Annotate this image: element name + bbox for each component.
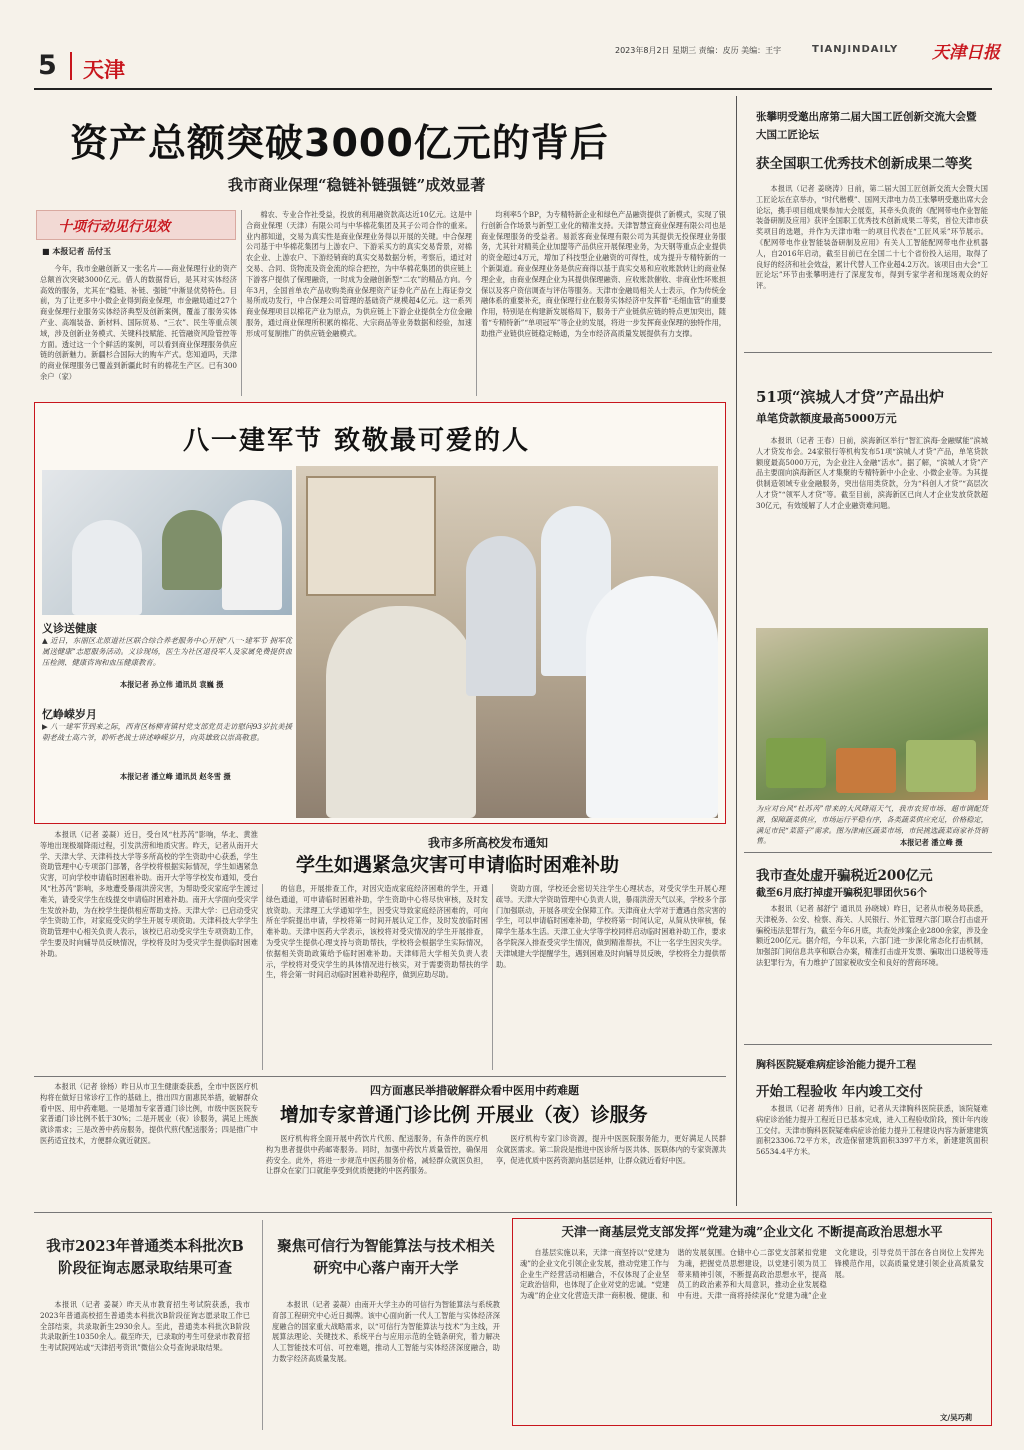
feature-caption-2: ▶ 八一建军节到来之际，西青区杨柳青镇村党支部党员走访慰问93岁抗美援朝老战士高六爷，聆听老战士讲述峥嵘岁月，向英雄致以崇高敬意。 (42, 722, 292, 742)
feature-byline-1: 本报记者 孙立伟 通讯员 袁巍 摄 (120, 680, 224, 689)
page-number: 5 (38, 50, 57, 81)
right-column-rule (736, 96, 737, 1206)
lead-banner-text: 十项行动见行见效 (58, 219, 170, 235)
loan-title: 学生如遇紧急灾害可申请临时困难补助 (296, 854, 620, 876)
produce-crate (906, 740, 976, 792)
section-rule (744, 852, 992, 853)
section-rule (34, 1076, 726, 1077)
tcm-col-3: 医疗机构专家门诊资源，提升中医医院服务能力，更好满足人民群众就医需求。第二阶段是推进中医诊所与医共体、医联体内的专家资源共享，促进优质中医药资源向基层延伸，让群众就近看好中医。 (496, 1134, 727, 1165)
person-figure (72, 520, 142, 615)
tax-text: 本报讯（记者 郝舒宁 通讯员 孙晓城）昨日，记者从市税务局获悉，天津税务、公安、检察、海关、人民银行、外汇管理六部门联合打击虚开骗税违法犯罪行为，截至今年6月底，共查处涉案企业2800余家，涉及金额近200亿元。据介绍，今年以来，六部门进一步深化常态化打击机制，加强部门间信息共享和联合办案，精准打击虚开发票、骗取出口退税等违法犯罪行为，有力维护了国家税收安全和良好的营商环境。 (756, 904, 988, 967)
hospital-title: 开始工程验收 年内竣工交付 (756, 1084, 923, 1100)
award-title: 获全国职工优秀技术创新成果二等奖 (756, 156, 972, 172)
feature-title: 八一建军节 致敬最可爱的人 (183, 426, 531, 456)
hospital-text: 本报讯（记者 胡秀伟）日前，记者从天津胸科医院获悉，该院疑难病症诊治能力提升工程近日已基本完成，进入工程验收阶段，预计年内竣工交付。天津市胸科医院疑难病症诊治能力提升工程建设内容为新建建筑面积23306.72平方米，改造保留建筑面积3397平方米，新建建筑面积56534.4平方米。 (756, 1104, 988, 1157)
produce-crate (836, 748, 896, 793)
tax-subtitle: 截至6月底打掉虚开骗税犯罪团伙56个 (756, 888, 927, 899)
talent-text: 本报讯（记者 王春）日前，滨海新区举行“智汇滨海·金融赋能”滨城人才贷发布会。24家银行等机构发布51项“滨城人才贷”产品，单笔贷款额度最高5000万元，为企业注入金融“活水”。据了解，“滨城人才贷”产品主要面向滨海新区人才集聚的专精特新中小企业、小微企业等。为其提供制造领域专业金融服务，突出信用类贷款，分为“科创人才贷”“高层次人才贷”“领军人才贷”等。截至目前，滨海新区已向人才企业发放贷款超30亿元，有效缓解了人才企业融资难问题。 (756, 436, 988, 510)
nankai-text: 本报讯（记者 姜凝）由南开大学主办的可信行为智能算法与系统教育部工程研究中心近日揭牌。该中心面向新一代人工智能与实体经济深度融合的国家重大战略需求，以“可信行为智能算法与技术”为主线，开展算法理论、关键技术、系统平台与应用示范的全链条研究，着力解决人工智能技术可信、可控难题，推动人工智能与实体经济深度融合，助力数字经济高质量发展。 (272, 1300, 500, 1363)
section-rule (744, 352, 992, 353)
lead-subtitle: 我市商业保理“稳链补链强链”成效显著 (228, 176, 486, 194)
loan-col-1: 本报讯（记者 姜凝）近日，受台风“杜苏芮”影响，华北、黄淮等地出现极端降雨过程，引发洪涝和地质灾害。昨天，记者从南开大学、天津大学、天津科技大学等多所高校的学生资助中心获悉，学生资助管理中心专项部门部署，各学校将根据实际情况，学生如遇紧急灾害，可向学校申请临时困难补助。南开大学等学校发布通知，受台风“杜苏芮”影响，多地遭受暴雨洪涝灾害，为帮助受灾家庭学生渡过难关，请受灾学生在线提交申请临时困难补助。南开大学面向受灾学生发放补助，为在校学生提供相应帮助支持。天津大学：已启动受灾学生资助工作，对家庭受灾的学生开展专项资助。天津科技大学学生资助管理中心相关负责人表示，该校已启动受灾学生专项资助工作，学生要及时向辅导员反映情况，学校将及时为受灾学生提供临时困难补助。 (40, 830, 258, 958)
wall-frame (306, 476, 436, 596)
date-line: 2023年8月2日 星期三 责编：皮历 美编：王宇 (615, 46, 782, 55)
lead-col-3: 均利率5个BP，为专精特新企业和绿色产品融资提供了新模式，实现了银行创新合作场景与新型工业化的精准支持。天津智慧宜商业保理有限公司也是商业保理服务的受益者。易派客商业保理有限公司为其提供无投保理业务服务，尤其针对精英企业加盟等产品供应开展保理业务，为天钢等重点企业提供的资金超过4万元，增加了科技型企业融资的可得性，成为提升专精特新的一个新渠道。商业保理业务是供应商得以基于真实交易和应收账款转让的商业保理企业，由商业保理企业为其提供保理融资、应收账款催收、非商业性坏账担保以及客户资信调查与评估等服务。天津市金融局相关人士表示，作为传统金融体系的重要补充，商业保理行业在服务实体经济中发挥着“毛细血管”的重要作用，特别是在构建新发展格局下，服务于产业链供应链的特点更加突出，随着“专精特新”“单项冠军”等企业的发展，将进一步发挥商业保理的独特作用，助推产业链供应链稳定畅通，为全市经济高质量发展提供有力支撑。 (481, 210, 726, 338)
exam-text: 本报讯（记者 姜凝）昨天从市教育招生考试院获悉，我市2023年普通高校招生普通类本科批次B阶段征询志愿录取工作已全部结束，共录取新生2930余人。至此，普通类本科批次B阶段共录取新生10350余人。截至昨天，已录取的考生可登录市教育招生考试院网站或“天津招考资讯”微信公众号查询录取结果。 (40, 1300, 250, 1353)
person-figure (162, 510, 222, 590)
nankai-title: 聚焦可信行为智能算法与技术相关研究中心落户南开大学 (277, 1238, 495, 1277)
masthead-divider (70, 52, 72, 80)
section-name: 天津 (83, 58, 125, 82)
section-rule (34, 1212, 992, 1213)
lead-col-2: 棉农、专业合作社受益，投放的利用融资款高达近10亿元。这是中合商业保理（天津）有限公司与中华棉花集团及其子公司合作的重来。业内都知道，交易为真实性是商业保理业务得以开展的关键。中合保理公司基于中华棉花集团与上游农户、下游采买方的真实交易背景，对棉农企业、上游农户、下游经销商的真实交易数据分析，考察后，通过对交易、合同、货物流及资金流的综合把控，为中华棉花集团的供应链上下游客户提供了保理融资，一时成为金融创新型“二农”的精品方向。今年3月，全国首单农产品收购类商业保理资产证券化产品在上海证券交易所成功发行，中合保理公司管理的基础资产规模超4亿元。这一系列商业保理项目以棉花产业为原点，为供应链上下游企业提供全方位金融服务，通过商业保理所积累的棉花、大宗商品等业务数据和经验，加速形成可复制推广的供应链金融模式。 (246, 210, 472, 338)
award-pretitle: 张攀明受邀出席第二届大国工匠创新交流大会暨大国工匠论坛 (756, 111, 977, 141)
loan-pretitle: 我市多所高校发布通知 (428, 836, 549, 850)
section-rule (744, 1044, 992, 1045)
award-text: 本报讯（记者 姜晓涛）日前，第二届大国工匠创新交流大会暨大国工匠论坛在京举办，“时代楷模”、国网天津电力员工张攀明受邀出席大会论坛，携手项目组成果参加大会展览，其牵头负责的《配网带电作业智能装备研制及应用》获评全国职工优秀技术创新成果二等奖，首位天津市获奖项目的选题，并作为天津市唯一的项目代表在“工匠风采”环节展示。《配网带电作业智能装备研制及应用》有关人工智能配网带电作业机器人，自2016年启动，截至目前已在全国二十七个省份投入运用，取得了良好的经济和社会效益，累计代替人工作业超4.2万次。该项目由大会“工匠论坛”环节由张攀明进行了深度发布，得到专家学者和现场观众的好评。 (756, 184, 988, 291)
col-rule (241, 210, 242, 396)
col-rule (492, 884, 493, 1070)
person-figure (586, 576, 718, 818)
feature-photo-clinic (42, 470, 292, 615)
loan-col-2: 的信息，开展排查工作，对因灾造成家庭经济困难的学生，开通绿色通道，可申请临时困难补助，学生资助中心将尽快审核，及时发放资助。天津理工大学通知学生，因受灾导致家庭经济困难的，可向所在学院提出申请，学校将第一时间开展认定工作，及时发放临时困难补助。天津中医药大学表示，该校将对受灾情况的学生开展排查，为受灾学生提供心理支持与资助帮扶，学校将会根据学生实际情况，依据相关资助政策给予临时困难补助。天津师范大学相关负责人表示，学校将对受灾学生的具体情况进行核实，对于需要资助帮扶的学生，将会第一时间启动临时困难补助程序，做到应助尽助。 (266, 884, 488, 980)
produce-crate (766, 738, 826, 788)
col-rule (476, 210, 477, 396)
exam-title: 我市2023年普通类本科批次B阶段征询志愿录取结果可查 (46, 1238, 244, 1277)
feature-caption-1: ▲ 近日，东丽区北原道社区联合综合养老服务中心开展“八一·建军节 拥军优属送健康”志愿服务活动。义诊现场，医生为社区退役军人及家属免费提供血压检测、健康咨询和血压健康教育。 (42, 636, 292, 667)
feature-photo-veteran (296, 466, 718, 818)
market-photo (756, 628, 988, 800)
party-text: 自基层实施以来，天津一商坚持以“党建为魂”的企业文化引领企业发展，推动党建工作与企业生产经营活动相融合，不仅体现了企业坚定政治信仰，也体现了企业对党的忠诚。“党建为魂”的企业文化营造天津一商积极、健康、和谐的发展氛围。仓储中心二部党支部紧扣党建为魂，把握党员思想建设，以党建引领为员工带来精神引领，不断提高政治思想水平，提高员工的政治素养和大局意识，推动企业发展稳中有进。天津一商将持续深化“党建为魂”企业文化建设，引导党员干部在各自岗位上发挥先锋模范作用，以高质量党建引领企业高质量发展。 (520, 1248, 984, 1301)
party-byline: 文/吴巧莉 (940, 1413, 973, 1422)
tcm-col-1: 本报讯（记者 徐杨）昨日从市卫生健康委获悉，全市中医医疗机构将在做好日常诊疗工作的基础上，推出四方面惠民举措，破解群众看中医、用中药难题。一是增加专家普通门诊比例，市级中医医院专家普通门诊比例不低于30%；二是开展业（夜）诊服务，满足上班族就诊需求；三是改善中药房服务，提供代煎代配送服务；四是推广中医药适宜技术，方便群众就近就医。 (40, 1082, 258, 1145)
paper-logo: 天津日报 (932, 43, 1000, 63)
col-rule (262, 884, 263, 1070)
talent-title: 51项“滨城人才贷”产品出炉 (756, 388, 945, 406)
col-rule (262, 1220, 263, 1430)
market-photo-caption: 为应对台风“杜苏芮”带来的大风降雨天气，我市农贸市场、超市调配货源，保障蔬菜供应，市场运行平稳有序，各类蔬菜供应充足，价格稳定，满足市民“菜篮子”需求。图为津南区蔬菜市场，市民挑选蔬菜商家补货销售。 (756, 804, 988, 846)
talent-subtitle: 单笔贷款额度最高5000万元 (756, 412, 897, 425)
lead-byline: ■ 本报记者 岳付玉 (42, 247, 112, 256)
feature-head-2: 忆峥嵘岁月 (42, 708, 97, 721)
party-title: 天津一商基层党支部发挥“党建为魂”企业文化 不断提高政治思想水平 (561, 1224, 943, 1239)
tax-title: 我市查处虚开骗税近200亿元 (756, 868, 933, 884)
person-figure (222, 500, 282, 610)
feature-byline-2: 本报记者 潘立峰 通讯员 赵冬雪 摄 (120, 772, 231, 781)
paper-name-en: TIANJINDAILY (812, 44, 899, 55)
market-photo-byline: 本报记者 潘立峰 摄 (900, 838, 963, 847)
lead-col-1: 今年，我市金融创新又一张名片——商业保理行业的资产总额首次突破3000亿元。借人的数据背后，是其对实体经济高效的服务，尤其在“稳链、补链、强链”中渐显优势特色。目前，为了让更多中小微企业得到商业保理，市金融局通过27个商业保理行业服务实体经济典型及创新案例，覆盖了服务实体产业、高端装备、新材料、国际贸易、“三农”、民生等重点领域，涉及创新业务模式、关键科技赋能、托管融资风险管控等方面。透过这一个个鲜活的案例，可以看到商业保理服务供应链的创新魅力。新疆杉合国际大的购车产式。您知道吗，天津的商业保理服务已覆盖到新疆此时有的棉花生产区。已有300余户（家） (40, 264, 237, 381)
person-figure (466, 536, 536, 696)
loan-col-3: 资助方面，学校还会密切关注学生心理状态，对受灾学生开展心理疏导。天津大学资助管理中心负责人说，暴雨洪涝天气以来，学校多个部门加强联动，开展各项安全保障工作。天津商业大学对于遭遇自然灾害的学生，可以申请临时困难补助，学校将第一时间认定，从简从快审核，保障学生基本生活。天津工业大学等学校同样启动临时困难补助工作，要求各学院深入排查受灾学生情况，做到精准帮扶，不让一名学生因灾失学。天津城建大学提醒学生，遇到困难及时向辅导员反映，学校将全力提供帮助。 (496, 884, 727, 969)
feature-head-1: 义诊送健康 (42, 622, 97, 635)
tcm-pretitle: 四方面惠民举措破解群众看中医用中药难题 (370, 1084, 579, 1097)
masthead-rule (34, 88, 992, 90)
person-figure (326, 606, 476, 818)
lead-title: 资产总额突破3000亿元的背后 (70, 121, 609, 165)
tcm-title: 增加专家普通门诊比例 开展业（夜）诊服务 (280, 1104, 648, 1126)
tcm-col-2: 医疗机构将全面开展中药饮片代煎、配送服务，有条件的医疗机构为患者提供中药邮寄服务。同时，加强中药饮片质量管控，确保用药安全。此外，将进一步规范中医药服务价格，减轻群众就医负担，让群众在家门口就能享受到优质便捷的中医药服务。 (266, 1134, 488, 1176)
hospital-pretitle: 胸科医院疑难病症诊治能力提升工程 (756, 1060, 916, 1071)
